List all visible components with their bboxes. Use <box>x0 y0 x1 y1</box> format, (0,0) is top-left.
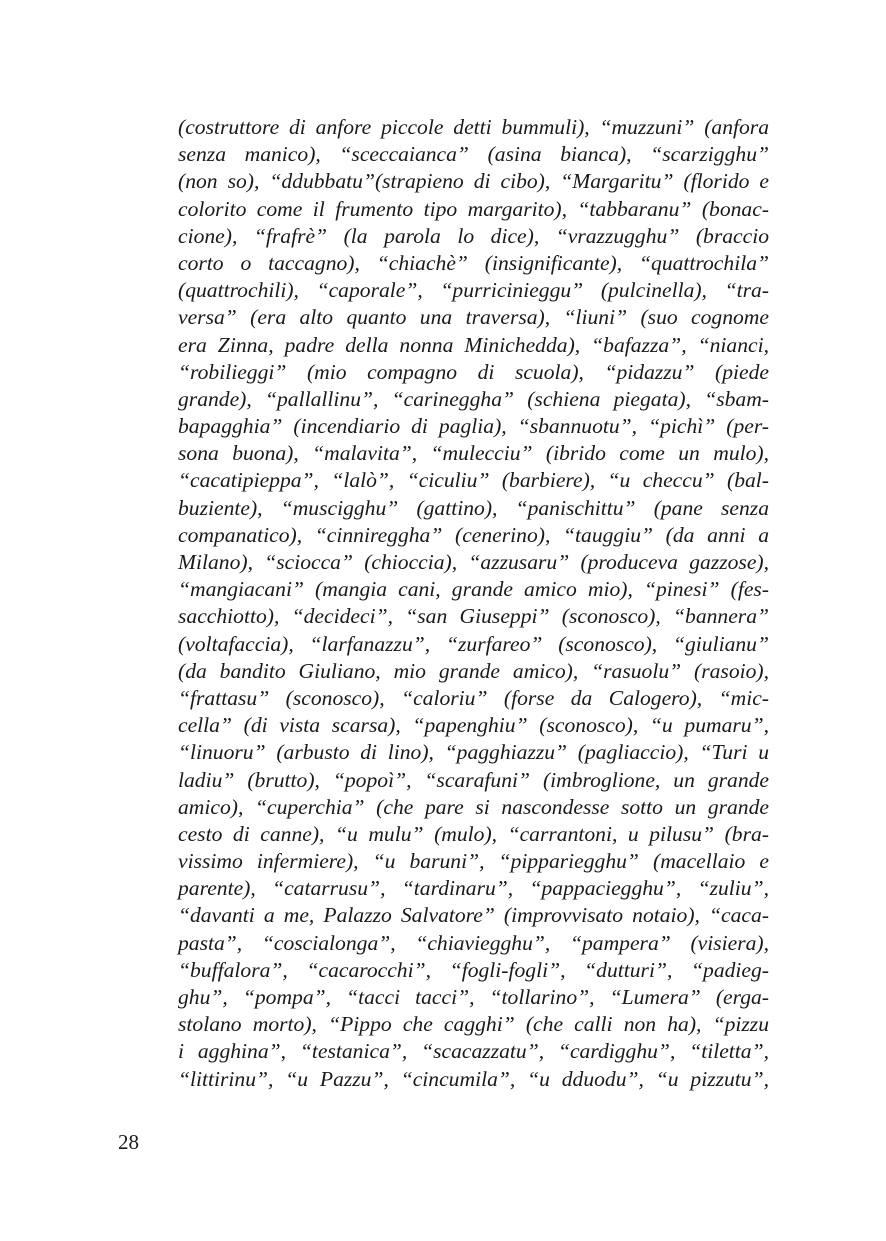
text-line: (da bandito Giuliano, mio grande amico), “rasuolu” (rasoio), <box>178 658 769 683</box>
text-line: stolano morto), “Pippo che cagghi” (che calli non ha), “pizzu <box>178 1012 769 1037</box>
text-line: i agghina”, “testanica”, “scacazzatu”, “cardigghu”, “tiletta”, <box>178 1039 769 1064</box>
text-line: senza manico), “sceccaianca” (asina bianca), “scarzigghu” <box>178 142 769 167</box>
text-line: “littirinu”, “u Pazzu”, “cincumila”, “u dduodu”, “u pizzutu”, <box>178 1066 769 1091</box>
text-line: ladiu” (brutto), “popoì”, “scarafuni” (imbroglione, un grande <box>178 767 769 792</box>
text-line: “robilieggi” (mio compagno di scuola), “pidazzu” (piede <box>178 359 769 384</box>
text-line: era Zinna, padre della nonna Minichedda), “bafazza”, “nianci, <box>178 332 769 357</box>
text-line: “mangiacani” (mangia cani, grande amico mio), “pinesi” (fes- <box>178 577 769 602</box>
text-line: (non so), “ddubbatu”(strapieno di cibo), “Margaritu” (florido e <box>178 169 769 194</box>
text-line: bapagghia” (incendiario di paglia), “sbannuotu”, “pichì” (per- <box>178 414 769 439</box>
text-line: “frattasu” (sconosco), “caloriu” (forse da Calogero), “mic- <box>178 685 769 710</box>
text-line: companatico), “cinnireggha” (cenerino), “tauggiu” (da anni a <box>178 522 769 547</box>
text-line: cella” (di vista scarsa), “papenghiu” (sconosco), “u pumaru”, <box>178 713 769 738</box>
text-line: Milano), “sciocca” (chioccia), “azzusaru” (produceva gazzose), <box>178 550 769 574</box>
text-line: corto o taccagno), “chiachè” (insignificante), “quattrochila” <box>178 250 769 275</box>
text-line: ghu”, “pompa”, “tacci tacci”, “tollarino”, “Lumera” (erga- <box>178 985 769 1009</box>
text-line: cione), “frafrè” (la parola lo dice), “vrazzugghu” (braccio <box>178 223 769 248</box>
text-line: grande), “pallallinu”, “carineggha” (schiena piegata), “sbam- <box>178 386 769 411</box>
text-line: (voltafaccia), “larfanazzu”, “zurfareo” (sconosco), “giulianu” <box>178 631 769 656</box>
body-text <box>178 114 769 1093</box>
text-line: versa” (era alto quanto una traversa), “liuni” (suo cognome <box>178 305 769 330</box>
page-number: 28 <box>118 1130 139 1154</box>
text-line: “davanti a me, Palazzo Salvatore” (improvvisato notaio), “caca- <box>178 903 769 928</box>
text-line: “cacatipieppa”, “lalò”, “ciculiu” (barbiere), “u checcu” (bal- <box>178 468 769 493</box>
text-line: (costruttore di anfore piccole detti bummuli), “muzzuni” (anfora <box>178 115 769 139</box>
text-line: “linuoru” (arbusto di lino), “pagghiazzu” (pagliaccio), “Turi u <box>178 740 769 765</box>
text-line: “buffalora”, “cacarocchi”, “fogli-fogli”, “dutturi”, “padieg- <box>178 957 769 982</box>
text-line: sacchiotto), “decideci”, “san Giuseppi” (sconosco), “bannera” <box>178 604 769 629</box>
text-line: parente), “catarrusu”, “tardinaru”, “pappaciegghu”, “zuliu”, <box>178 876 769 901</box>
text-line: cesto di canne), “u mulu” (mulo), “carrantoni, u pilusu” (bra- <box>178 821 769 846</box>
text-line: amico), “cuperchia” (che pare si nascondesse sotto un grande <box>178 794 769 819</box>
text-line: buziente), “muscigghu” (gattino), “panischittu” (pane senza <box>178 495 769 520</box>
text-line: colorito come il frumento tipo margarito), “tabbaranu” (bonac- <box>178 196 769 221</box>
text-line: pasta”, “coscialonga”, “chiaviegghu”, “pampera” (visiera), <box>178 930 769 955</box>
text-line: (quattrochili), “caporale”, “purricinieggu” (pulcinella), “tra- <box>178 278 769 303</box>
text-line: sona buona), “malavita”, “mulecciu” (ibrido come un mulo), <box>178 441 769 466</box>
text-line: vissimo infermiere), “u baruni”, “pippariegghu” (macellaio e <box>178 849 769 874</box>
